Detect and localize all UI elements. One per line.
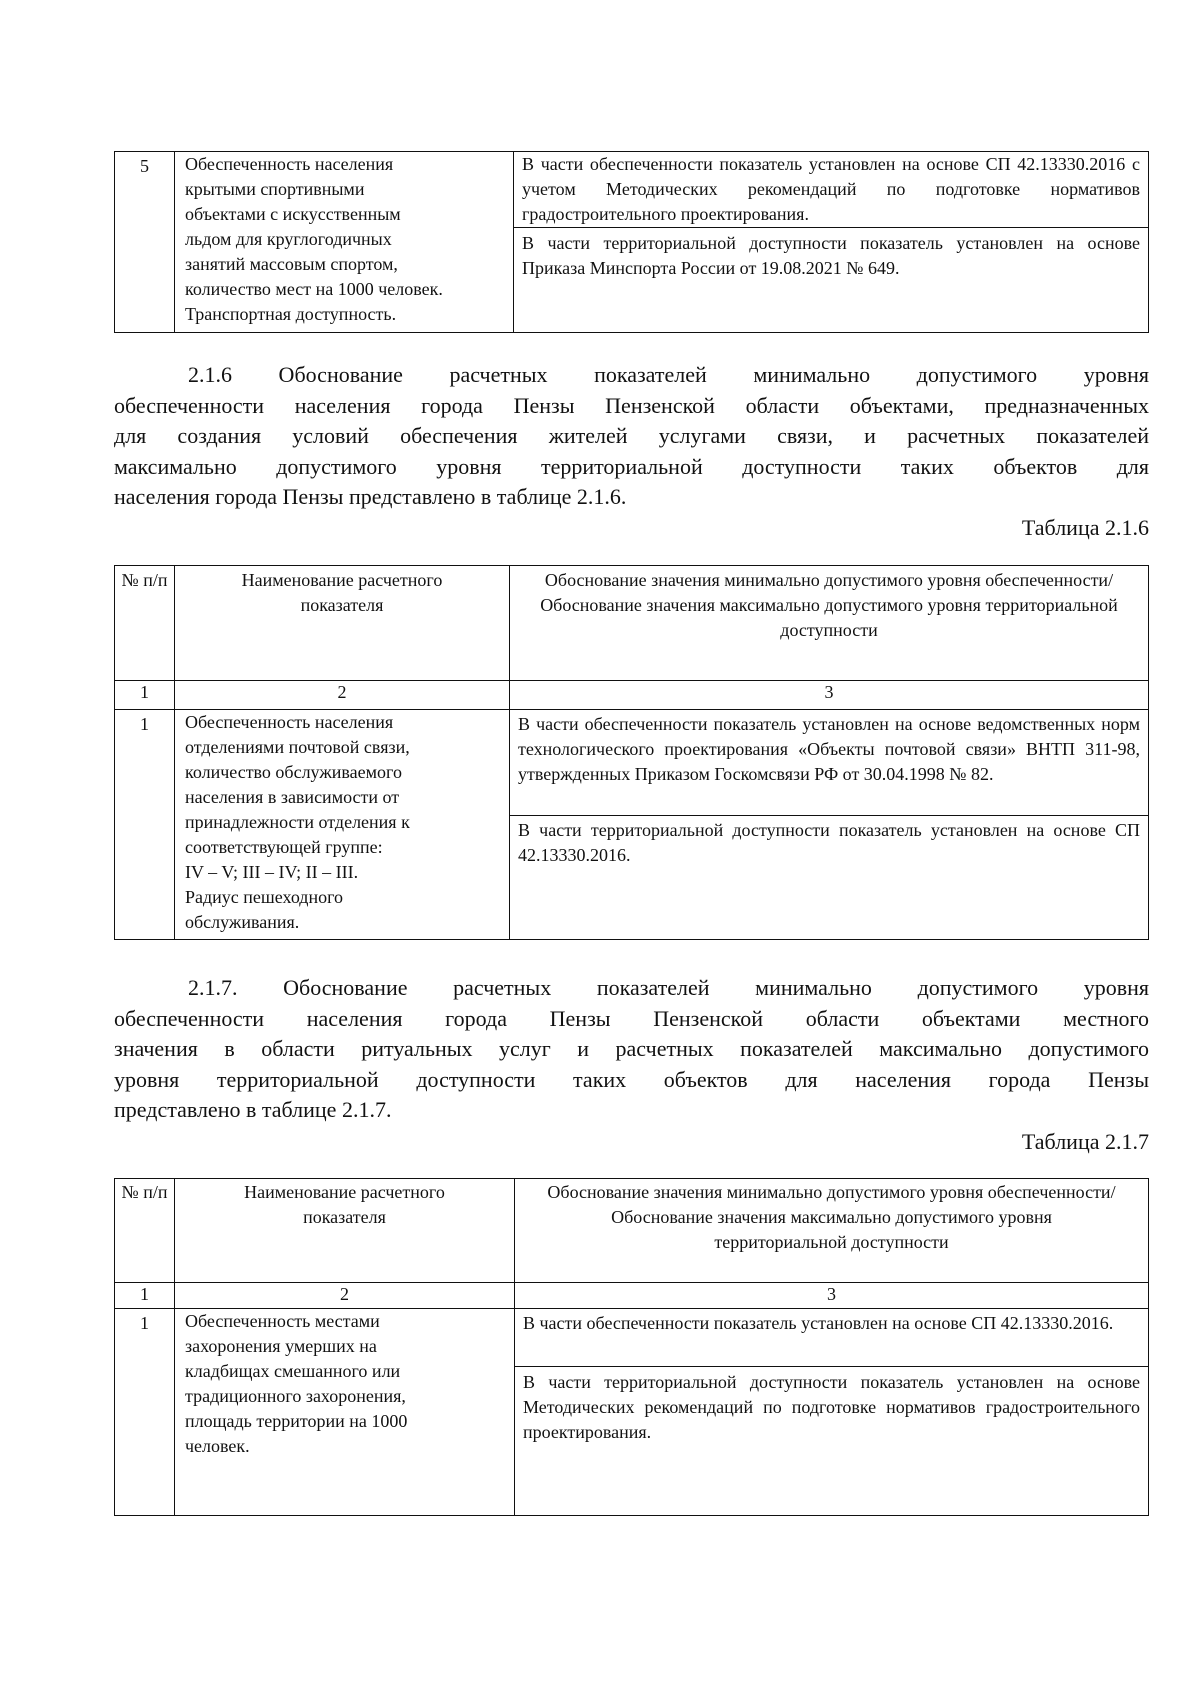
- indicator-name: Обеспеченность населения отделениями почтовой связи, количество обслуживаемого населения в зависимости от принадлежности отделения к соответствующей группе: IV – V; III – IV; II – III. Радиус пешеходного обслуживания.: [175, 710, 510, 940]
- header-basis: Обоснование значения минимально допустимого уровня обеспеченности/ Обоснование значения максимально допустимого уровня территориальной доступности: [510, 566, 1149, 681]
- section-2-1-7-text: 2.1.7. Обоснование расчетных показателей минимально допустимого уровня обеспеченности населения города Пензы Пензенской области объектами местного значения в области ритуальных услуг и расчетных показателей максимально допустимого уровня территориальной доступности таких объектов для населения города Пензы представлено в таблице 2.1.7.: [114, 975, 1149, 1122]
- header-number: № п/п: [115, 566, 175, 681]
- header-name: Наименование расчетного показателя: [175, 566, 510, 681]
- table-row: [115, 1309, 1149, 1516]
- table-header-row: [115, 566, 1149, 681]
- row-number: 1: [115, 1309, 175, 1516]
- header-name: Наименование расчетного показателя: [175, 1179, 515, 1283]
- table-header-row: [115, 1179, 1149, 1283]
- basis-provision: В части обеспеченности показатель установлен на основе ведомственных норм технологического проектирования «Объекты почтовой связи» ВНТП 311-98, утвержденных Приказом Госкомсвязи РФ от 30.04.1998 № 82.: [518, 714, 1140, 784]
- basis-provision: В части обеспеченности показатель установлен на основе СП 42.13330.2016.: [523, 1313, 1114, 1333]
- indicator-name: Обеспеченность населения крытыми спортивными объектами с искусственным льдом для круглогодичных занятий массовым спортом, количество мест на 1000 человек. Транспортная доступность.: [175, 152, 514, 333]
- row-number: 5: [115, 152, 175, 333]
- table-index-row: 1 2 3: [115, 1283, 1149, 1309]
- basis-access: В части территориальной доступности показатель установлен на основе Методических рекомендаций по подготовке нормативов градостроительного проектирования.: [515, 1366, 1148, 1445]
- table-row: [115, 152, 1149, 333]
- table-label-2-1-6: Таблица 2.1.6: [1021, 515, 1149, 540]
- indicator-name: Обеспеченность местами захоронения умерших на кладбищах смешанного или традиционного захоронения, площадь территории на 1000 человек.: [175, 1309, 515, 1516]
- table-2-1-7: [114, 1178, 1149, 1516]
- table-2-1-6: [114, 565, 1149, 940]
- table-label-2-1-7: Таблица 2.1.7: [1021, 1129, 1149, 1154]
- basis-provision: В части обеспеченности показатель установлен на основе СП 42.13330.2016 с учетом Методических рекомендаций по подготовке нормативов градостроительного проектирования.: [522, 154, 1140, 224]
- row-number: 1: [115, 710, 175, 940]
- indicator-basis: [515, 1309, 1149, 1516]
- table-index-row: 1 2 3: [115, 681, 1149, 710]
- header-basis: Обоснование значения минимально допустимого уровня обеспеченности/ Обоснование значения максимально допустимого уровня территориальной доступности: [515, 1179, 1149, 1283]
- basis-access: В части территориальной доступности показатель установлен на основе СП 42.13330.2016.: [510, 815, 1148, 868]
- table-row: [115, 710, 1149, 940]
- header-number: № п/п: [115, 1179, 175, 1283]
- indicator-basis: [514, 152, 1149, 333]
- section-2-1-6-text: 2.1.6 Обоснование расчетных показателей минимально допустимого уровня обеспеченности населения города Пензы Пензенской области объектами, предназначенных для создания условий обеспечения жителей услугами связи, и расчетных показателей максимально допустимого уровня территориальной доступности таких объектов для населения города Пензы представлено в таблице 2.1.6.: [114, 362, 1149, 509]
- table-sports-continuation: [114, 151, 1149, 333]
- basis-access: В части территориальной доступности показатель установлен на основе Приказа Минспорта России от 19.08.2021 № 649.: [514, 227, 1148, 281]
- indicator-basis: [510, 710, 1149, 940]
